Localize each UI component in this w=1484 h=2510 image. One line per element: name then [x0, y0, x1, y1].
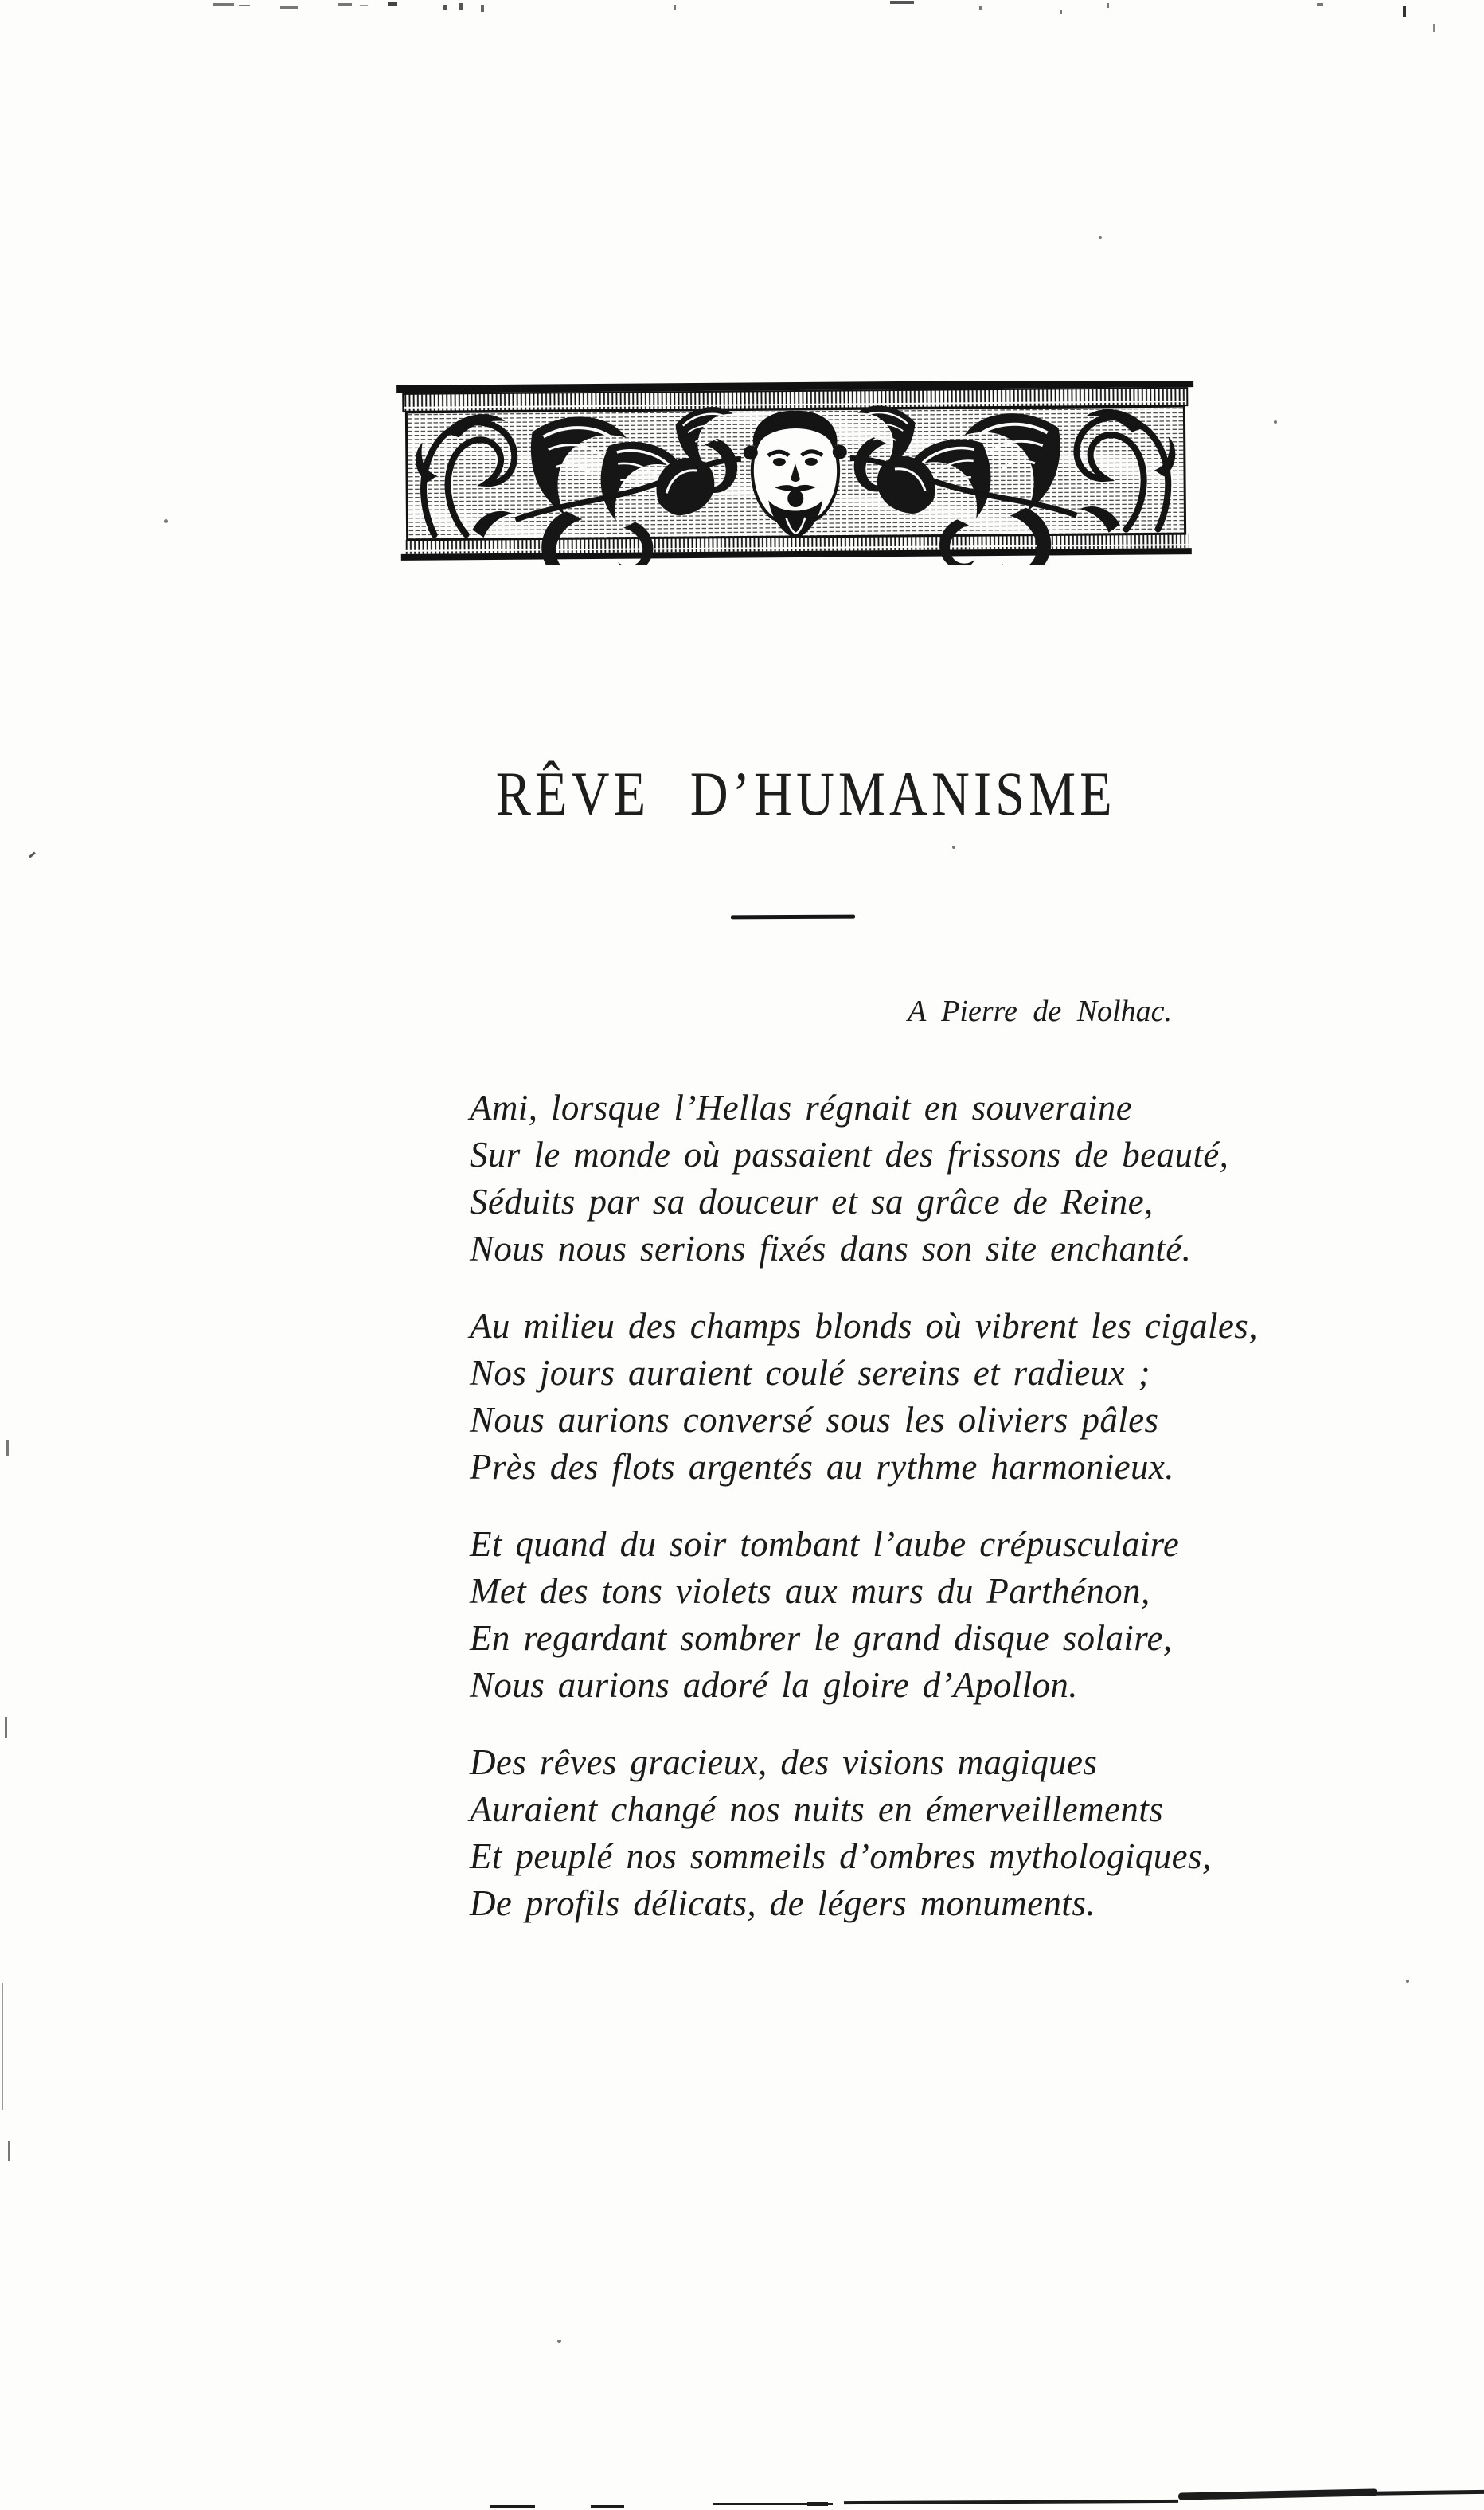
scan-speckle [1317, 3, 1323, 6]
scan-speckle [1433, 24, 1435, 32]
poem-line: Met des tons violets aux murs du Parthénon, [470, 1571, 1150, 1611]
scan-edge-artifact [591, 2505, 624, 2508]
page-title-text: RÊVE D’HUMANISME [495, 759, 1116, 828]
poem-line: Et quand du soir tombant l’aube crépusculaire [470, 1524, 1180, 1564]
poem-line: Ami, lorsque l’Hellas régnait en souveraine [470, 1088, 1133, 1128]
scan-speckle [1060, 10, 1062, 14]
poem-body [470, 1085, 1258, 1957]
dedication: A Pierre de Nolhac. [908, 995, 1172, 1028]
poem-line: Nos jours auraient coulé sereins et radieux ; [470, 1353, 1150, 1393]
poem-line: Près des flots argentés au rythme harmonieux. [470, 1447, 1174, 1487]
scan-speckle [360, 5, 368, 6]
scan-speckle [557, 2340, 561, 2343]
scan-speckle [890, 1, 914, 4]
scan-edge-artifact [844, 2500, 1178, 2504]
scan-speckle [674, 5, 676, 10]
scan-speckle [6, 1440, 9, 1456]
scan-speckle [1099, 236, 1102, 239]
stanza-3 [470, 1521, 1218, 1709]
scan-edge-artifact [1353, 2490, 1484, 2496]
poem-line: Au milieu des champs blonds où vibrent les cigales, [470, 1306, 1258, 1346]
scan-speckle [443, 5, 447, 10]
scan-speckle [239, 5, 250, 6]
scan-speckle [1107, 3, 1109, 8]
scan-speckle [8, 2141, 10, 2161]
scan-speckle [1406, 1980, 1409, 1983]
poem-line: De profils délicats, de légers monuments. [470, 1883, 1095, 1923]
scan-speckle [5, 1717, 7, 1738]
poem-line: Et peuplé nos sommeils d’ombres mythologiques, [470, 1836, 1212, 1876]
scan-speckle [459, 3, 463, 10]
poem-line: En regardant sombrer le grand disque solaire, [470, 1618, 1173, 1658]
stanza-1 [470, 1085, 1229, 1273]
scan-edge-artifact [1178, 2488, 1377, 2500]
scan-speckle [979, 6, 982, 10]
scan-speckle [2, 1983, 3, 2110]
poem-line: Auraient changé nos nuits en émerveillements [470, 1789, 1164, 1829]
poem-line: Séduits par sa douceur et sa grâce de Reine, [470, 1182, 1154, 1222]
title-divider-rule [731, 915, 855, 920]
poem-line: Nous nous serions fixés dans son site enchanté. [470, 1229, 1192, 1269]
stanza-2 [470, 1303, 1258, 1491]
scan-speckle [1274, 420, 1277, 424]
scan-speckle [280, 6, 298, 9]
scan-speckle [1403, 6, 1406, 17]
scan-speckle [29, 851, 36, 858]
poem-line: Nous aurions adoré la gloire d’Apollon. [470, 1665, 1078, 1705]
poem-line: Nous aurions conversé sous les oliviers pâles [470, 1400, 1159, 1440]
ornament-banner [396, 381, 1196, 565]
poem-line: Des rêves gracieux, des visions magiques [470, 1742, 1098, 1782]
scan-speckle [952, 846, 955, 849]
page-title [408, 761, 1204, 827]
scan-speckle [213, 3, 234, 6]
scan-speckle [481, 5, 484, 12]
scan-speckle [388, 2, 397, 6]
acanthus-frieze-mask-engraving-icon [396, 381, 1196, 565]
scan-speckle [164, 519, 168, 523]
scan-speckle [338, 3, 352, 6]
scan-edge-artifact [807, 2502, 828, 2506]
stanza-4 [470, 1739, 1218, 1927]
scan-edge-artifact [490, 2505, 535, 2508]
poem-line: Sur le monde où passaient des frissons de beauté, [470, 1135, 1229, 1175]
